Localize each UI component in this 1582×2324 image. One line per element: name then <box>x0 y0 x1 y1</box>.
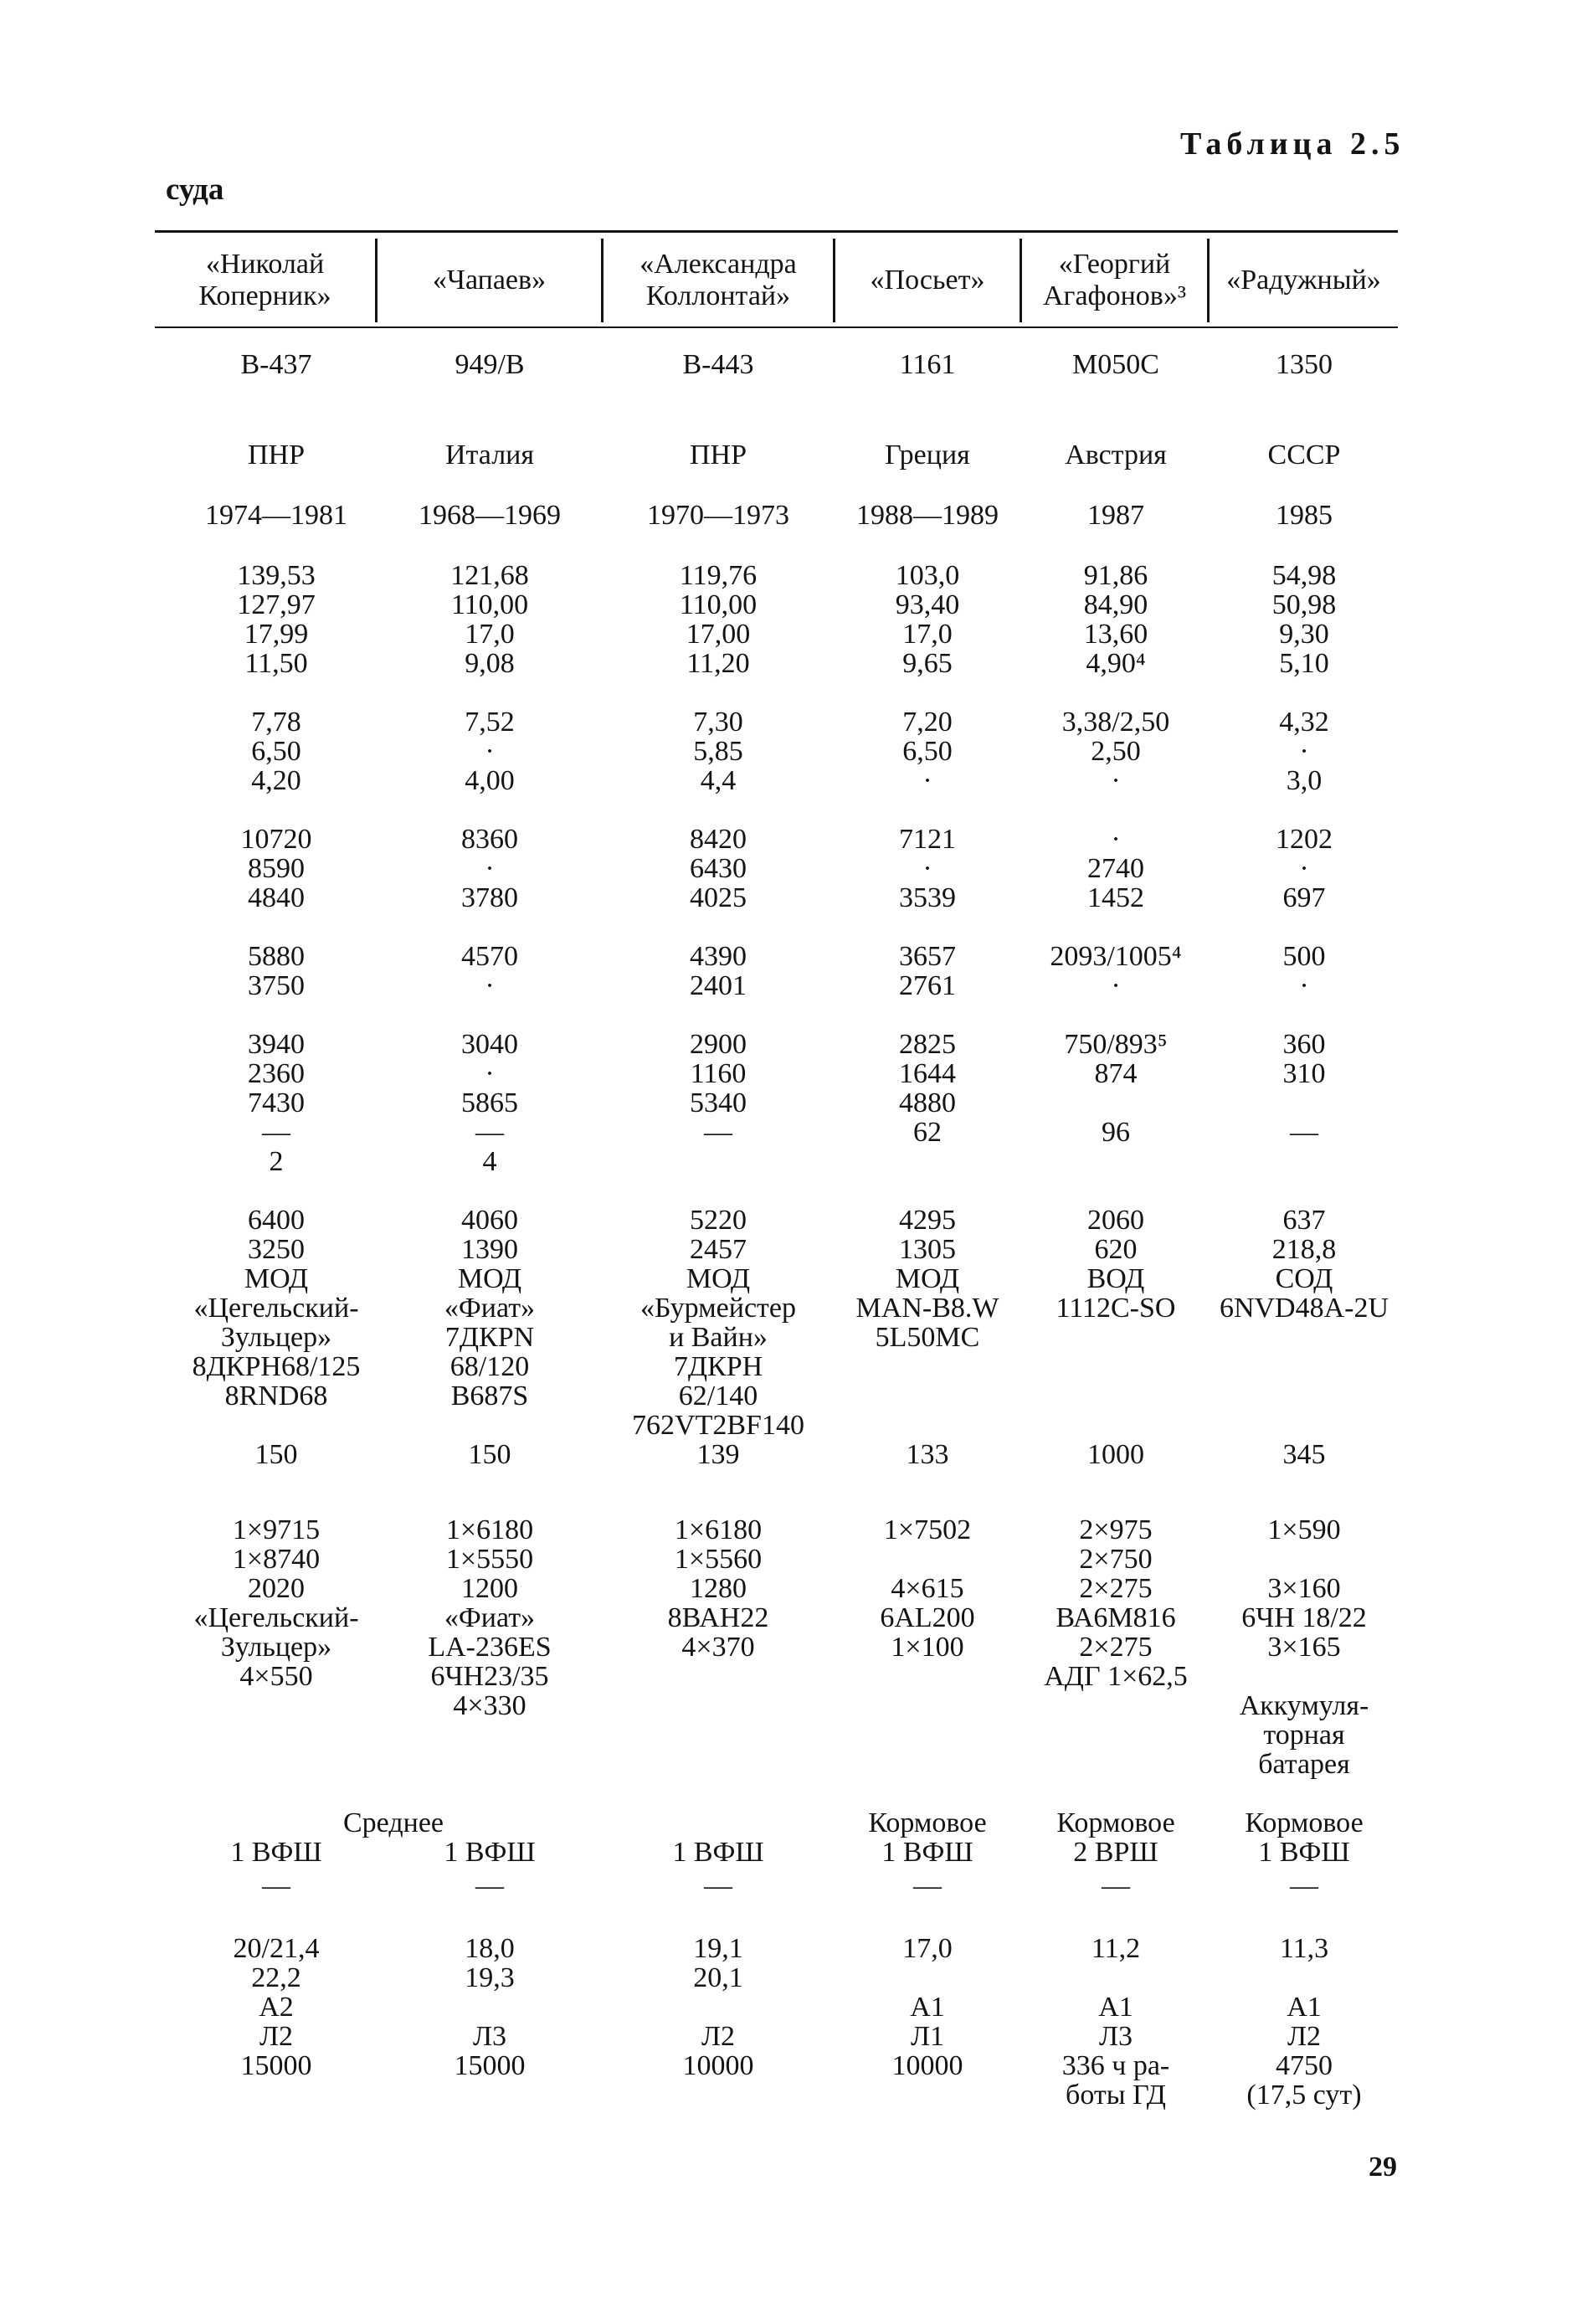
table-cell-line: 110,00 <box>450 589 529 620</box>
column-header-line: Коллонтай» <box>645 280 791 311</box>
table-cell-line: · <box>485 970 495 1001</box>
table-cell-line: 96 <box>1102 1117 1130 1148</box>
table-cell-line: — <box>704 1870 732 1901</box>
table-cell-line: 54,98 <box>1271 560 1337 591</box>
column-header-line: Коперник» <box>198 280 331 311</box>
table-cell-line: В-443 <box>682 349 754 380</box>
table-cell-line: 7ДКРN <box>444 1322 535 1353</box>
table-cell-line: 93,40 <box>895 589 960 620</box>
table-cell-line: 1974—1981 <box>205 500 347 531</box>
table-cell-line: 4750 <box>1276 2050 1333 2081</box>
table-cell-line: — <box>913 1870 942 1901</box>
table-cell-line: 6NVD48A-2U <box>1219 1293 1389 1324</box>
table-cell-line: 1280 <box>690 1573 747 1604</box>
table-cell-line: 7,52 <box>465 707 515 738</box>
table-cell-line: 5,85 <box>693 736 743 767</box>
table-cell-line: 1 ВФШ <box>444 1837 536 1868</box>
table-cell-line: — <box>704 1117 732 1148</box>
table-cell-line: 119,76 <box>679 560 758 591</box>
table-cell-line: 1×6180 <box>445 1514 534 1545</box>
table-cell-line: Кормовое <box>1056 1807 1175 1838</box>
table-cell-line: 1×6180 <box>674 1514 763 1545</box>
table-cell-line: ВА6М816 <box>1056 1602 1176 1633</box>
table-cell-line: МОД <box>895 1263 960 1294</box>
table-cell-line: 2060 <box>1087 1205 1144 1236</box>
table-cell-line: Л2 <box>1287 2021 1322 2052</box>
table-cell-line: 10000 <box>682 2050 754 2081</box>
table-cell-line: 310 <box>1282 1058 1326 1089</box>
table-cell-line: · <box>1299 736 1309 767</box>
table-cell-line: АДГ 1×62,5 <box>1044 1661 1188 1692</box>
table-cell-line: 139 <box>696 1439 740 1470</box>
table-cell-line: 697 <box>1282 882 1326 913</box>
table-cell-line: 8420 <box>690 824 747 855</box>
table-cell-line: 8RND68 <box>224 1381 328 1411</box>
table-cell-line: — <box>475 1870 504 1901</box>
table-cell-line: 1200 <box>461 1573 518 1604</box>
table-cell-line: · <box>1299 970 1309 1001</box>
table-cell-line: 19,1 <box>693 1933 743 1964</box>
table-cell-line: 17,0 <box>902 1933 953 1964</box>
table-cell-line: Л3 <box>472 2021 507 2052</box>
table-cell-line: 7,20 <box>902 707 953 738</box>
table-cell-line: 1112C-SO <box>1056 1293 1176 1324</box>
table-cell-line: 1970—1973 <box>647 500 789 531</box>
table-cell-line: 11,2 <box>1091 1933 1141 1964</box>
table-cell-line: 3,0 <box>1286 765 1323 796</box>
table-cell-line: 4840 <box>248 882 305 913</box>
table-cell-line: Кормовое <box>868 1807 987 1838</box>
table-cell-line: 3780 <box>461 882 518 913</box>
table-cell-line: 2761 <box>899 970 956 1001</box>
table-cell-line: Зульцер» <box>220 1632 332 1663</box>
table-cell-line: 103,0 <box>895 560 960 591</box>
table-cell-line: «Фиат» <box>444 1293 536 1324</box>
table-cell-line: 5L50MC <box>875 1322 980 1353</box>
column-header <box>155 239 375 322</box>
table-cell-line: 1×9715 <box>232 1514 321 1545</box>
table-cell-line: MAN-B8.W <box>855 1293 999 1324</box>
column-header <box>835 239 1020 322</box>
table-cell-line: Аккумуля- <box>1239 1690 1369 1721</box>
table-cell-line: 3040 <box>461 1029 518 1060</box>
table-cell-line: 5,10 <box>1279 648 1329 679</box>
table-cell-line: 19,3 <box>465 1962 515 1993</box>
table-cell-line: 2825 <box>899 1029 956 1060</box>
table-cell-line: МОД <box>244 1263 309 1294</box>
table-cell-line: «Фиат» <box>444 1602 536 1633</box>
column-header-line: «Александра <box>639 249 797 280</box>
table-cell-line: 2900 <box>690 1029 747 1060</box>
column-header <box>378 239 601 322</box>
table-cell-line: 150 <box>254 1439 298 1470</box>
table-cell-line: 2740 <box>1087 853 1144 884</box>
table-cell-line: 50,98 <box>1271 589 1337 620</box>
table-cell-line: 8360 <box>461 824 518 855</box>
table-caption: Таблица 2.5 <box>1180 126 1405 162</box>
table-cell-line: ПНР <box>247 440 306 470</box>
table-cell-line: 2×975 <box>1079 1514 1153 1545</box>
table-cell-line: 1×8740 <box>232 1544 321 1575</box>
table-cell-line: — <box>262 1870 290 1901</box>
table-cell-line: МОД <box>457 1263 522 1294</box>
table-cell-line: 5880 <box>248 941 305 972</box>
column-header-line: Агафонов»³ <box>1042 280 1187 311</box>
table-cell-line: 2457 <box>690 1234 747 1265</box>
table-cell-line: 1644 <box>899 1058 956 1089</box>
table-cell-line: 11,50 <box>244 648 308 679</box>
table-cell-line: 345 <box>1282 1439 1326 1470</box>
table-cell-line: 1×5550 <box>445 1544 534 1575</box>
table-cell-line: 6ЧН23/35 <box>430 1661 549 1692</box>
table-cell-line: 8ДКРН68/125 <box>192 1351 361 1382</box>
table-cell-line: 5220 <box>690 1205 747 1236</box>
table-cell-line: 2093/1005⁴ <box>1050 941 1182 972</box>
column-header-line: «Николай <box>205 249 325 280</box>
table-cell-line: 218,8 <box>1271 1234 1337 1265</box>
table-cell-line: 20/21,4 <box>233 1933 320 1964</box>
table-cell-line: А1 <box>1098 1992 1133 2023</box>
table-cell-line: торная <box>1263 1720 1345 1751</box>
table-cell-line: 1202 <box>1276 824 1333 855</box>
table-cell-line: 1452 <box>1087 882 1144 913</box>
table-cell-line: 2020 <box>248 1573 305 1604</box>
table-cell-line: Л3 <box>1098 2021 1133 2052</box>
table-cell-line: 7,78 <box>251 707 301 738</box>
table-cell-line: · <box>1111 765 1121 796</box>
table-cell-line: — <box>1290 1117 1318 1148</box>
table-cell-line: 360 <box>1282 1029 1326 1060</box>
table-cell-line: 1390 <box>461 1234 518 1265</box>
table-cell-line: 1×7502 <box>883 1514 972 1545</box>
table-cell-line: 336 ч ра- <box>1061 2050 1170 2081</box>
table-cell-line: · <box>922 853 932 884</box>
column-header-line: «Радужный» <box>1226 265 1381 296</box>
table-cell-line: 1987 <box>1087 500 1144 531</box>
table-cell-line: 9,65 <box>902 648 953 679</box>
table-cell-line: Л2 <box>701 2021 736 2052</box>
table-cell-line: 4,00 <box>465 765 515 796</box>
table-cell-line: · <box>485 853 495 884</box>
table-cell-line: В687S <box>450 1381 529 1411</box>
table-cell-line: 5865 <box>461 1087 518 1118</box>
table-cell-line: 127,97 <box>237 589 316 620</box>
table-cell-line: батарея <box>1258 1749 1350 1780</box>
table-cell-line: «Цегельский- <box>193 1602 359 1633</box>
table-cell-line: 4×370 <box>681 1632 755 1663</box>
table-cell-line: 8590 <box>248 853 305 884</box>
table-cell-line: 6400 <box>248 1205 305 1236</box>
column-header-line: «Чапаев» <box>432 265 547 296</box>
table-cell-line: 91,86 <box>1083 560 1148 591</box>
table-cell-line: СОД <box>1275 1263 1333 1294</box>
table-cell-line: 4×615 <box>891 1573 964 1604</box>
table-cell-line: 637 <box>1282 1205 1326 1236</box>
table-cell-line: 10720 <box>240 824 312 855</box>
table-cell-line: 18,0 <box>465 1933 515 1964</box>
table-cell-line: ПНР <box>689 440 747 470</box>
table-cell-line: 3250 <box>248 1234 305 1265</box>
table-cell-line: 13,60 <box>1083 619 1148 650</box>
table-cell-line: 5340 <box>690 1087 747 1118</box>
table-cell-line: 7ДКРН <box>673 1351 763 1382</box>
table-cell-line: МОД <box>686 1263 751 1294</box>
table-cell-line: 3×165 <box>1267 1632 1341 1663</box>
table-cell-line: СССР <box>1267 440 1341 470</box>
table-cell-line: 4880 <box>899 1087 956 1118</box>
table-cell-line: 3657 <box>899 941 956 972</box>
table-cell-line: 17,0 <box>465 619 515 650</box>
table-cell-line: 11,3 <box>1279 1933 1329 1964</box>
table-cell-line: 2 <box>269 1146 284 1177</box>
table-cell-line: 750/893⁵ <box>1064 1029 1168 1060</box>
table-cell-line: 3×160 <box>1267 1573 1341 1604</box>
table-cell-line: 6,50 <box>902 736 953 767</box>
table-cell-line: 62 <box>913 1117 942 1148</box>
table-cell-line: 1×100 <box>891 1632 964 1663</box>
table-cell-line: 1161 <box>899 349 956 380</box>
table-cell-line: 62/140 <box>678 1381 758 1411</box>
table-cell-line: 1×590 <box>1267 1514 1341 1545</box>
table-cell-line: 15000 <box>240 2050 312 2081</box>
table-cell-line: 4×330 <box>453 1690 526 1721</box>
table-cell-line: 17,0 <box>902 619 953 650</box>
table-cell-line: 121,68 <box>450 560 529 591</box>
table-cell-line: — <box>475 1117 504 1148</box>
table-cell-line: — <box>1102 1870 1130 1901</box>
table-cell-line: 2360 <box>248 1058 305 1089</box>
table-cell-line: 1988—1989 <box>856 500 999 531</box>
table-cell-line: 15000 <box>454 2050 526 2081</box>
table-cell-line: 7121 <box>899 824 956 855</box>
table-cell-line: «Цегельский- <box>193 1293 359 1324</box>
table-cell-line: 4570 <box>461 941 518 972</box>
column-header <box>1210 239 1398 322</box>
table-cell-line: · <box>922 765 932 796</box>
table-cell-line: 6,50 <box>251 736 301 767</box>
table-cell-line: · <box>485 1058 495 1089</box>
table-cell-line: · <box>1299 853 1309 884</box>
column-header-line: «Посьет» <box>870 265 985 296</box>
table-cell-line: 3940 <box>248 1029 305 1060</box>
table-cell-line: А1 <box>910 1992 945 2023</box>
table-cell-line: 2×275 <box>1079 1632 1153 1663</box>
table-cell-line: — <box>262 1117 290 1148</box>
table-cell-line: 1160 <box>690 1058 747 1089</box>
table-cell-line: — <box>1290 1870 1318 1901</box>
table-cell-line: 133 <box>906 1439 949 1470</box>
table-cell-line: «Бурмейстер <box>639 1293 796 1324</box>
table-cell-line: 4390 <box>690 941 747 972</box>
column-header-line: «Георгий <box>1058 249 1171 280</box>
table-cell-line: 6430 <box>690 853 747 884</box>
table-cell-line: 2×750 <box>1079 1544 1153 1575</box>
table-cell-line: 1968—1969 <box>419 500 561 531</box>
table-cell-line: · <box>1111 970 1121 1001</box>
table-cell-line: 17,00 <box>686 619 751 650</box>
table-cell-line: 7430 <box>248 1087 305 1118</box>
table-cell-line: 22,2 <box>251 1962 301 1993</box>
table-cell-line: 2×275 <box>1079 1573 1153 1604</box>
table-cell-line: 11,20 <box>686 648 750 679</box>
header-bottom-rule <box>155 326 1398 328</box>
table-cell-line: · <box>485 736 495 767</box>
table-cell-line: 84,90 <box>1083 589 1148 620</box>
table-cell-line: 110,00 <box>679 589 758 620</box>
table-cell-line: 4,90⁴ <box>1086 648 1146 679</box>
column-header <box>604 239 833 322</box>
table-cell-line: Австрия <box>1065 440 1167 470</box>
table-cell-line: 762VT2BF140 <box>632 1410 804 1441</box>
table-cell-line: 3750 <box>248 970 305 1001</box>
table-cell-line: Л2 <box>259 2021 294 2052</box>
table-cell-line: 1 ВФШ <box>881 1837 973 1868</box>
table-cell-line: Греция <box>885 440 970 470</box>
table-cell-line: 17,99 <box>244 619 309 650</box>
table-cell-line: Кормовое <box>1245 1807 1364 1838</box>
table-cell-line: 4295 <box>899 1205 956 1236</box>
table-cell-line: 1 ВФШ <box>230 1837 322 1868</box>
table-cell-line: 2 ВРШ <box>1073 1837 1158 1868</box>
table-cell-line: ВОД <box>1086 1263 1145 1294</box>
table-cell-line: Италия <box>444 440 535 470</box>
table-cell-line: А2 <box>259 1992 294 2023</box>
table-cell-line: 4 <box>482 1146 497 1177</box>
table-cell-line: 150 <box>468 1439 511 1470</box>
table-cell-line: 1985 <box>1276 500 1333 531</box>
table-subtitle: суда <box>166 172 224 207</box>
table-cell-line: (17,5 сут) <box>1246 2080 1362 2111</box>
table-cell-line: 2401 <box>690 970 747 1001</box>
table-cell-line: 4060 <box>461 1205 518 1236</box>
table-cell-line: 2,50 <box>1091 736 1141 767</box>
table-cell-line: 20,1 <box>693 1962 743 1993</box>
table-cell-line: Л1 <box>910 2021 945 2052</box>
table-cell-line: 1000 <box>1087 1439 1144 1470</box>
header-top-rule <box>155 230 1398 233</box>
table-cell-line: 1305 <box>899 1234 956 1265</box>
table-cell-line: и Вайн» <box>669 1322 768 1353</box>
table-cell-line: LA-236ES <box>428 1632 552 1663</box>
table-cell-line: 6AL200 <box>880 1602 975 1633</box>
table-cell-line: 1×5560 <box>674 1544 763 1575</box>
table-cell-line: боты ГД <box>1066 2080 1166 2111</box>
table-cell-line: 10000 <box>891 2050 963 2081</box>
propeller-position-label: Среднее <box>343 1807 444 1838</box>
table-cell-line: Зульцер» <box>220 1322 332 1353</box>
table-cell-line: 620 <box>1094 1234 1138 1265</box>
table-cell-line: 139,53 <box>237 560 316 591</box>
table-cell-line: 9,08 <box>465 648 515 679</box>
table-cell-line: 3,38/2,50 <box>1061 707 1170 738</box>
page-number: 29 <box>1369 2152 1397 2183</box>
column-header <box>1022 239 1207 322</box>
table-cell-line: В-437 <box>240 349 312 380</box>
table-cell-line: 1 ВФШ <box>672 1837 764 1868</box>
table-cell-line: 1350 <box>1276 349 1333 380</box>
table-cell-line: А1 <box>1287 1992 1322 2023</box>
table-cell-line: · <box>1111 824 1121 855</box>
table-cell-line: 7,30 <box>693 707 743 738</box>
table-cell-line: 500 <box>1282 941 1326 972</box>
table-cell-line: 949/В <box>455 349 525 380</box>
table-cell-line: 3539 <box>899 882 956 913</box>
table-cell-line: М050С <box>1072 349 1159 380</box>
table-cell-line: 9,30 <box>1279 619 1329 650</box>
table-cell-line: 8ВАН22 <box>667 1602 769 1633</box>
table-cell-line: 4,20 <box>251 765 301 796</box>
table-cell-line: 1 ВФШ <box>1258 1837 1350 1868</box>
table-cell-line: 874 <box>1094 1058 1138 1089</box>
table-cell-line: 4025 <box>690 882 747 913</box>
table-cell-line: 6ЧН 18/22 <box>1241 1602 1367 1633</box>
table-cell-line: 4×550 <box>239 1661 313 1692</box>
table-cell-line: 4,32 <box>1279 707 1329 738</box>
table-cell-line: 68/120 <box>449 1351 530 1382</box>
table-cell-line: 4,4 <box>700 765 737 796</box>
